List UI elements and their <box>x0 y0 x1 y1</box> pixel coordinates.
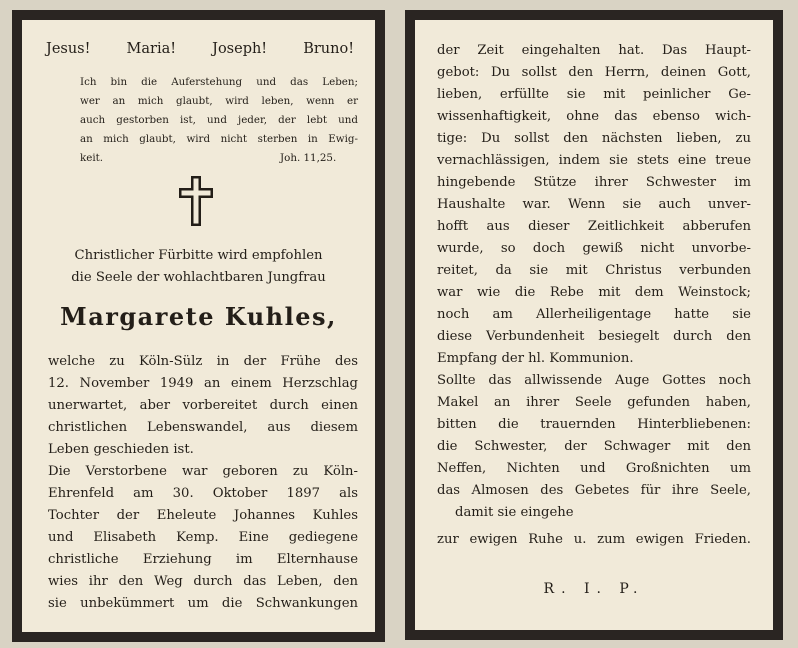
body-line: wissenhaftigkeit, ohne das ebenso wich- <box>437 109 751 124</box>
intro-line: Christlicher Fürbitte wird empfohlen <box>74 248 323 263</box>
right-card-mourning-border <box>405 10 783 640</box>
body-line: das Almosen des Gebetes für ihre Seele, <box>437 483 751 498</box>
body-line: hingebende Stütze ihrer Schwester im <box>437 175 751 190</box>
scripture-line: Ich bin die Auferstehung und das Leben; <box>80 76 358 88</box>
left-card-mourning-border <box>12 10 385 642</box>
deceased-name: Margarete Kuhles, <box>60 302 337 331</box>
body-line: Empfang der hl. Kommunion. <box>437 351 634 366</box>
body-line: reitet, da sie mit Christus verbunden <box>437 263 751 278</box>
body-line: Neffen, Nichten und Großnichten um <box>437 461 751 476</box>
body-line: welche zu Köln-Sülz in der Frühe des <box>48 354 358 369</box>
body-line: wurde, so doch gewiß nicht unvorbe- <box>437 241 751 256</box>
body-line: hofft aus dieser Zeitlichkeit abberufen <box>437 219 751 234</box>
body-line: Die Verstorbene war geboren zu Köln- <box>48 464 358 479</box>
invocation-line <box>46 40 354 58</box>
body-line: war wie die Rebe mit dem Weinstock; <box>437 285 751 300</box>
body-line: diese Verbundenheit besiegelt durch den <box>437 329 751 344</box>
body-line: Tochter der Eheleute Johannes Kuhles <box>48 508 358 523</box>
body-line: Haushalte war. Wenn sie auch unver- <box>437 197 751 212</box>
body-line: 12. November 1949 an einem Herzschlag <box>48 376 358 391</box>
body-line: tige: Du sollst den nächsten lieben, zu <box>437 131 751 146</box>
left-page <box>22 20 375 632</box>
scripture-line: an mich glaubt, wird nicht sterben in Ewig- <box>80 133 358 145</box>
rip-closing: R. I. P. <box>543 581 645 597</box>
scripture-line: wer an mich glaubt, wird leben, wenn er <box>80 95 358 107</box>
body-line: damit sie eingehe <box>455 505 574 520</box>
body-line: der Zeit eingehalten hat. Das Haupt- <box>437 43 751 58</box>
body-line: lieben, erfüllte sie mit peinlicher Ge- <box>437 87 751 102</box>
body-line: christlichen Lebenswandel, aus diesem <box>48 420 358 435</box>
body-line: und Elisabeth Kemp. Eine gediegene <box>48 530 358 545</box>
body-line: sie unbekümmert um die Schwankungen <box>48 596 358 611</box>
body-line: vernachlässigen, indem sie stets eine treue <box>437 153 751 168</box>
intro-line: die Seele der wohlachtbaren Jungfrau <box>71 270 326 285</box>
body-line: Makel an ihrer Seele gefunden haben, <box>437 395 751 410</box>
scripture-line: auch gestorben ist, und jeder, der lebt und <box>80 114 358 126</box>
body-line: noch am Allerheiligentage hatte sie <box>437 307 751 322</box>
body-line: gebot: Du sollst den Herrn, deinen Gott, <box>437 65 751 80</box>
closing-wish: zur ewigen Ruhe u. zum ewigen Frieden. <box>437 532 751 547</box>
invocation-maria: Maria! <box>126 41 177 57</box>
body-line: die Schwester, der Schwager mit den <box>437 439 751 454</box>
invocation-bruno: Bruno! <box>303 41 355 57</box>
body-line: Leben geschieden ist. <box>48 442 194 457</box>
scripture-last-word: keit. <box>80 152 104 164</box>
invocation-joseph: Joseph! <box>212 41 268 57</box>
body-line: unerwartet, aber vorbereitet durch einen <box>48 398 358 413</box>
scripture-reference: Joh. 11,25. <box>280 152 337 164</box>
body-line: christliche Erziehung im Elternhause <box>48 552 358 567</box>
body-line: Ehrenfeld am 30. Oktober 1897 als <box>48 486 358 501</box>
invocation-jesus: Jesus! <box>46 41 91 57</box>
body-line: wies ihr den Weg durch das Leben, den <box>48 574 358 589</box>
body-line: bitten die trauernden Hinterbliebenen: <box>437 417 751 432</box>
body-line: Sollte das allwissende Auge Gottes noch <box>437 373 751 388</box>
right-page <box>415 20 773 630</box>
cross-icon <box>178 175 214 227</box>
